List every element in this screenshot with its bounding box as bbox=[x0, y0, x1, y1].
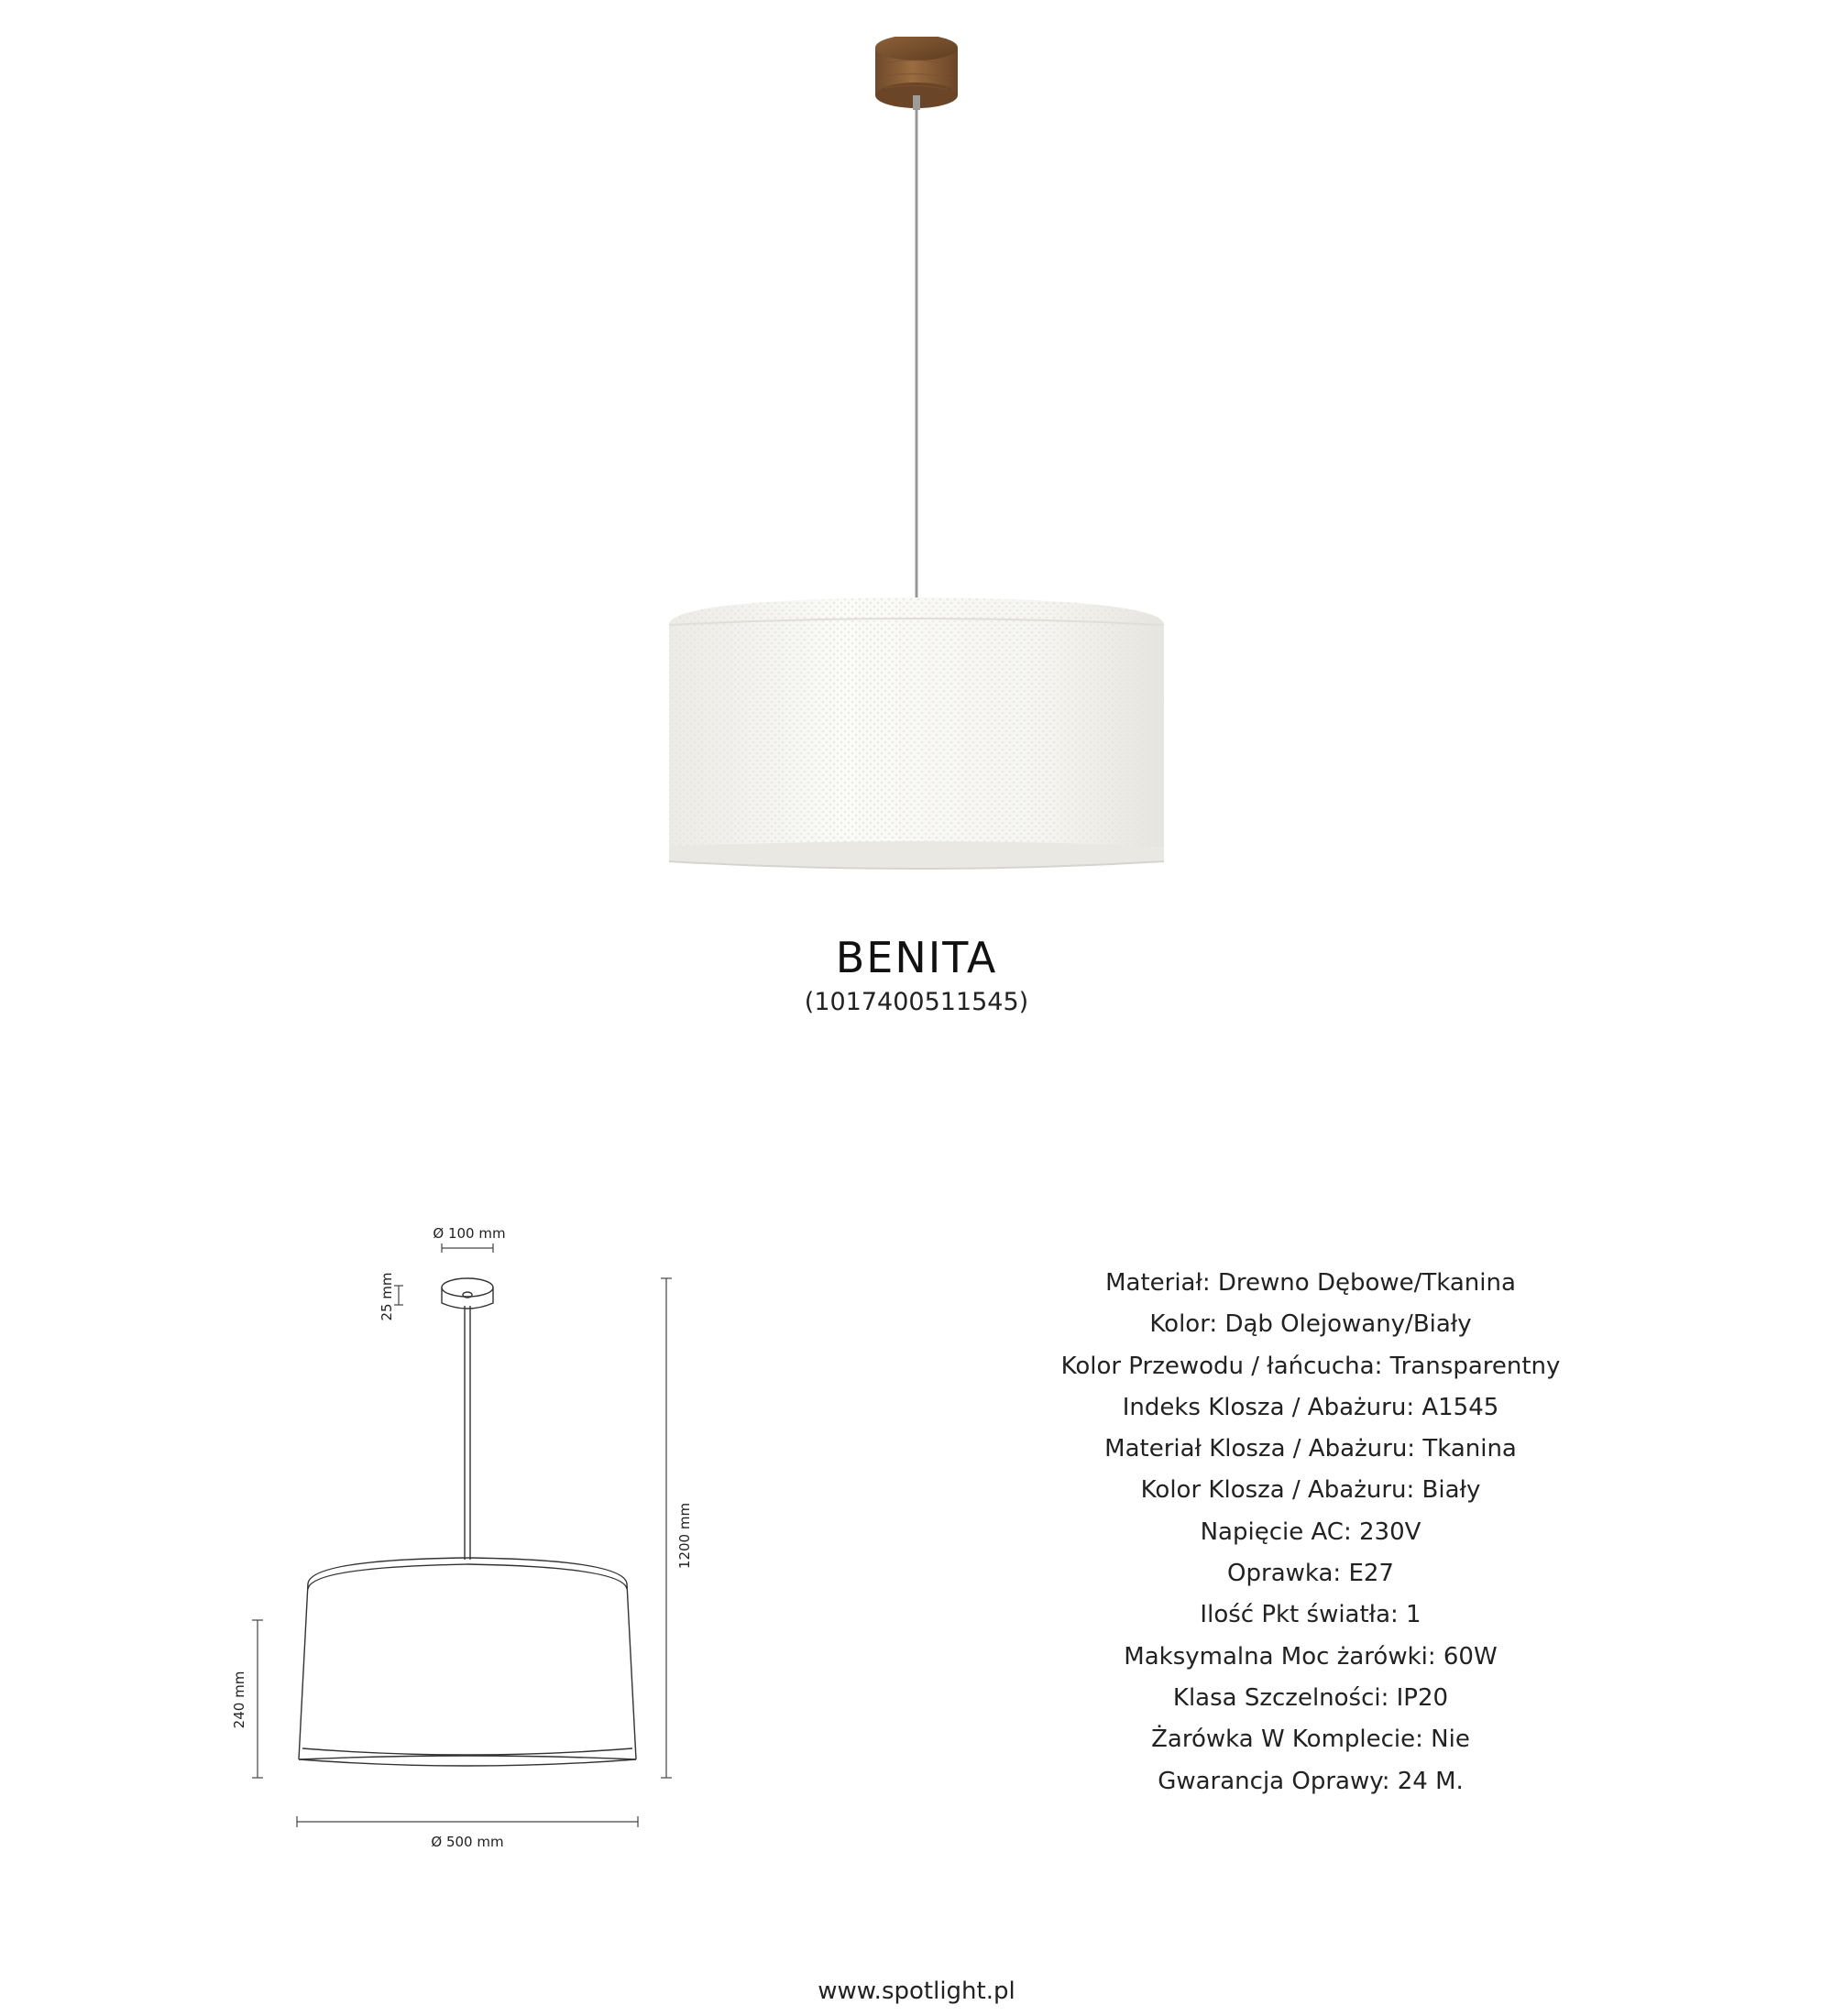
shade-diameter-label: Ø 500 mm bbox=[431, 1834, 504, 1850]
website-link[interactable]: www.spotlight.pl bbox=[818, 1978, 1015, 2005]
spec-shade-color: Kolor Klosza / Abażuru: Biały bbox=[1140, 1476, 1481, 1505]
canopy-outline bbox=[442, 1278, 493, 1309]
spec-bulb-included: Żarówka W Komplecie: Nie bbox=[1151, 1726, 1470, 1754]
spec-color: Kolor: Dąb Olejowany/Biały bbox=[1149, 1310, 1472, 1339]
spec-cable-color: Kolor Przewodu / łańcucha: Transparentny bbox=[1060, 1352, 1561, 1380]
total-height-label: 1200 mm bbox=[676, 1502, 693, 1570]
product-photo bbox=[642, 37, 1191, 898]
canopy-height-label: 25 mm bbox=[379, 1272, 395, 1321]
canopy-diameter-label: Ø 100 mm bbox=[433, 1225, 506, 1242]
wooden-canopy bbox=[875, 37, 958, 110]
fabric-shade bbox=[669, 597, 1164, 869]
specification-list bbox=[962, 1263, 1659, 1802]
spec-material: Materiał: Drewno Dębowe/Tkanina bbox=[1105, 1269, 1516, 1297]
spec-voltage: Napięcie AC: 230V bbox=[1200, 1517, 1421, 1546]
spec-socket: Oprawka: E27 bbox=[1227, 1560, 1394, 1588]
cable-outline bbox=[465, 1306, 470, 1560]
spec-shade-material: Materiał Klosza / Abażuru: Tkanina bbox=[1104, 1435, 1517, 1463]
spec-max-power: Maksymalna Moc żarówki: 60W bbox=[1124, 1642, 1498, 1671]
spec-shade-index: Indeks Klosza / Abażuru: A1545 bbox=[1122, 1393, 1499, 1421]
spec-warranty: Gwarancja Oprawy: 24 M. bbox=[1158, 1767, 1464, 1795]
product-code: (1017400511545) bbox=[804, 988, 1029, 1016]
spec-ip-class: Klasa Szczelności: IP20 bbox=[1172, 1683, 1449, 1712]
shade-height-label: 240 mm bbox=[231, 1671, 247, 1729]
spec-light-points: Ilość Pkt światła: 1 bbox=[1200, 1601, 1421, 1629]
shade-outline bbox=[299, 1558, 636, 1766]
product-name: BENITA bbox=[835, 933, 998, 982]
dimension-drawing bbox=[211, 1191, 724, 1851]
